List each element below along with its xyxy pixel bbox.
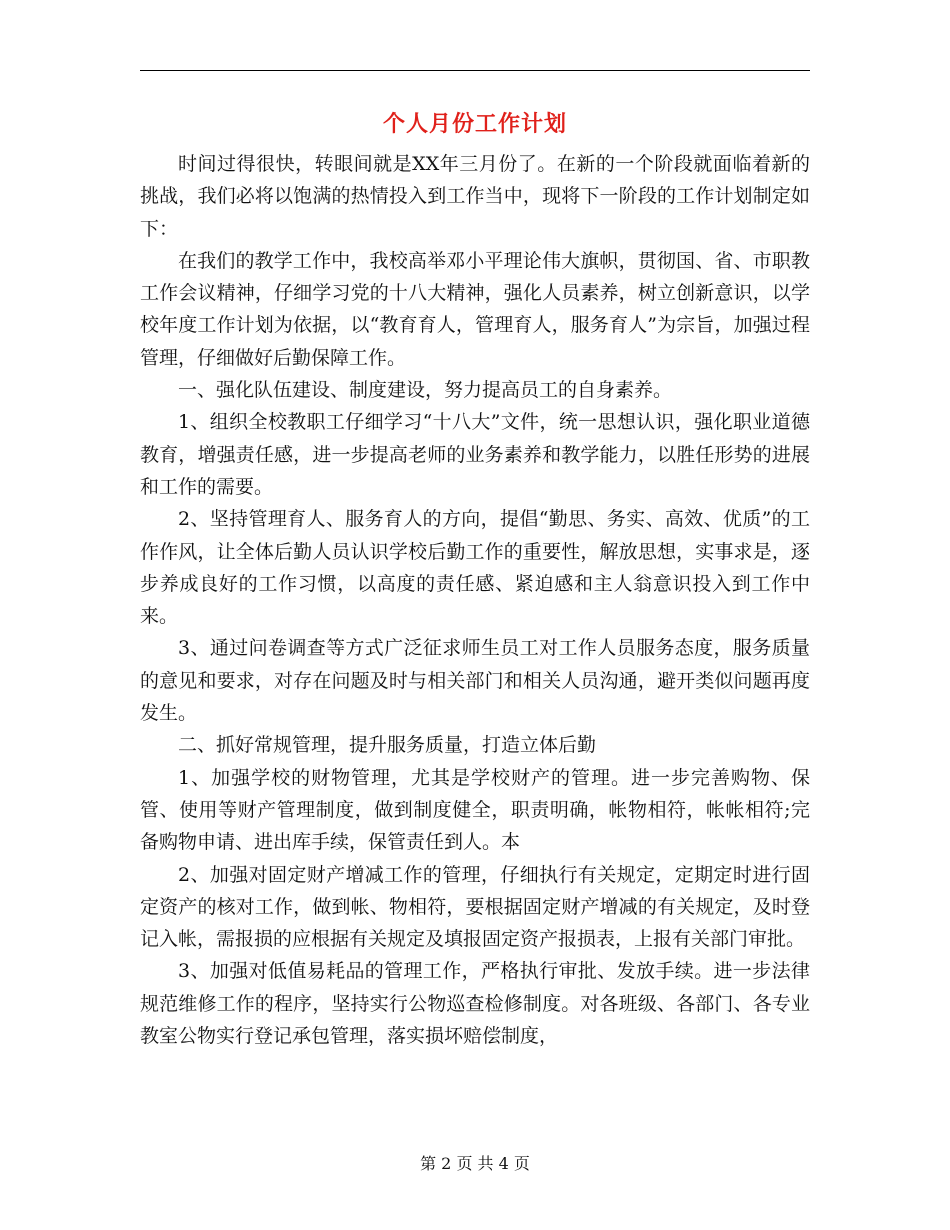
paragraph-item-2-2: 2、加强对固定财产增减工作的管理，仔细执行有关规定，定期定时进行固定资产的核对工作，做到帐、物相符，要根据固定财产增减的有关规定，及时登记入帐，需报损的应根据有关规定及填报固定资产报损表，上报有关部门审批。	[140, 863, 810, 951]
paragraph-item-1-1: 1、组织全校教职工仔细学习“十八大”文件，统一思想认识，强化职业道德教育，增强责任感，进一步提高老师的业务素养和教学能力，以胜任形势的进展和工作的需要。	[140, 411, 810, 498]
paragraph-item-2-3: 3、加强对低值易耗品的管理工作，严格执行审批、发放手续。进一步法律规范维修工作的程序，坚持实行公物巡查检修制度。对各班级、各部门、各专业教室公物实行登记承包管理，落实损坏赔偿制度，	[140, 960, 810, 1048]
document-body	[140, 148, 810, 1052]
header-rule	[140, 70, 810, 71]
section-heading-1: 一、强化队伍建设、制度建设，努力提高员工的自身素养。	[178, 379, 673, 402]
paragraph-item-1-3: 3、通过问卷调查等方式广泛征求师生员工对工作人员服务态度，服务质量的意见和要求，对存在问题及时与相关部门和相关人员沟通，避开类似问题再度发生。	[140, 637, 810, 725]
paragraph-intro: 时间过得很快，转眼间就是XX年三月份了。在新的一个阶段就面临着新的挑战，我们必将以饱满的热情投入到工作当中，现将下一阶段的工作计划制定如下：	[140, 153, 810, 240]
paragraph-item-2-1: 1、加强学校的财物管理，尤其是学校财产的管理。进一步完善购物、保管、使用等财产管理制度，做到制度健全，职责明确，帐物相符，帐帐相符;完备购物申请、进出库手续，保管责任到人。本	[140, 766, 810, 854]
paragraph-item-1-2: 2、坚持管理育人、服务育人的方向，提倡“勤思、务实、高效、优质”的工作作风，让全体后勤人员认识学校后勤工作的重要性，解放思想，实事求是，逐步养成良好的工作习惯，以高度的责任感、紧迫感和主人翁意识投入到工作中来。	[140, 508, 810, 628]
page-number-footer: 第 2 页 共 4 页	[420, 1154, 530, 1173]
document-title: 个人月份工作计划	[382, 111, 567, 137]
paragraph-overview: 在我们的教学工作中，我校高举邓小平理论伟大旗帜，贯彻国、省、市职教工作会议精神，仔细学习党的十八大精神，强化人员素养，树立创新意识，以学校年度工作计划为依据，以“教育育人，管理育人，服务育人”为宗旨，加强过程管理，仔细做好后勤保障工作。	[140, 249, 810, 369]
section-heading-2: 二、抓好常规管理，提升服务质量，打造立体后勤	[178, 734, 597, 757]
